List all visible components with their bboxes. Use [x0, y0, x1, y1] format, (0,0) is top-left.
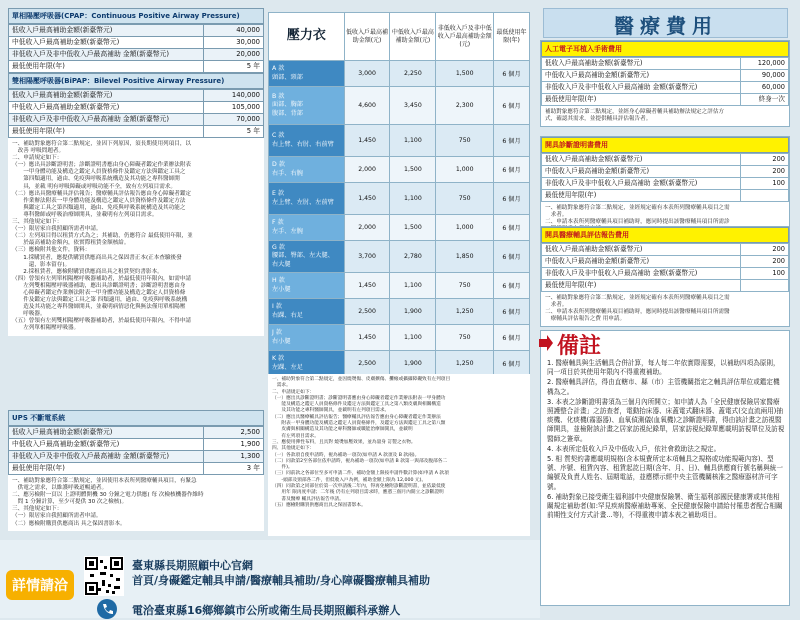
value-cell: 3,000 — [344, 61, 390, 87]
value-cell: 2,000 — [344, 215, 390, 241]
note-line: 一甲身體功能及構造之鑑定人員資格條件及鑑定方法與鑑定工具之 — [12, 169, 186, 176]
value-cell: 1,450 — [344, 325, 390, 351]
value-cell: 2,300 — [436, 87, 494, 125]
table-row: 非低收入戶及非中低收入戶最高補助 金額(新臺幣元) 100 — [542, 178, 789, 190]
value-cell: 1,100 — [390, 325, 436, 351]
note-line: 專科醫師或呼吸治療師開具，並載明有左列項目需求。 — [12, 211, 158, 218]
value-cell: 6 個月 — [494, 87, 530, 125]
value-cell: 1,000 — [436, 215, 494, 241]
phone-text: 電洽臺東縣16鄉鄉鎮市公所或衛生局長期照顧科承辦人 — [132, 604, 401, 617]
note-line: 改善 呼吸問題者。 — [12, 148, 65, 155]
note-line: 療輔具評估報告之費 用申請。 — [545, 316, 626, 323]
cochlear-notes — [541, 106, 789, 126]
assessment-fee-table — [541, 243, 789, 292]
value-cell: 6 個月 — [494, 299, 530, 325]
value-cell: 2,500 — [344, 351, 390, 377]
ups-section — [8, 410, 264, 531]
note-line: 供電之需求，以維護呼吸道暢通者。 — [12, 485, 108, 492]
medical-fee-title: 醫療費用 — [614, 14, 718, 38]
ups-notes — [8, 475, 264, 531]
table-row: 非低收入戶及非中低收入戶最高補助 金額(新臺幣元) 1,300 — [9, 451, 264, 463]
col-header: 低收入戶最高補助金額(元) — [344, 13, 390, 61]
table-row: 中低收入戶最高補助金額(新臺幣元) 200 — [542, 256, 789, 268]
diagnosis-fee-section — [540, 136, 790, 237]
cpap-title: 單相陽壓呼吸器(CPAP：Continuous Positive Airway Pressure) — [8, 8, 264, 24]
table-row — [269, 299, 530, 325]
note-line: 件)。 — [272, 465, 293, 471]
remarks-title: 備註 — [557, 333, 602, 359]
phone-icon — [96, 598, 118, 620]
note-line: （三）應檢附其他文件，資料： — [12, 247, 91, 254]
table-row: 低收入戶最高補助金額(新臺幣元) 200 — [542, 154, 789, 166]
bipap-title: 雙相陽壓呼吸器(BiPAP：Bilevel Positive Airway Pressure) — [8, 73, 264, 89]
diagnosis-fee-title: 開具診斷證明書費用 — [541, 137, 789, 153]
table-row: 低收入戶最高補助金額(新臺幣元) 120,000 — [542, 58, 789, 70]
note-line: 三、其他規定如下： — [12, 219, 63, 226]
value-cell: 1,000 — [436, 157, 494, 183]
col-header: 中低收入戶最高補助金額(元) — [390, 13, 436, 61]
table-row: 最低使用年限(年) — [542, 280, 789, 292]
ups-title: UPS 不斷電系統 — [8, 410, 264, 426]
garment-type-cell: A 款 頭部、頸部 — [269, 61, 345, 87]
contact-label: 詳情請洽 — [6, 570, 74, 600]
note-line: （四）同款第之同部位於第一次申請後二年內，得再免檢附診斷證明書，並依最低使 — [272, 484, 446, 490]
cpap-section — [8, 8, 264, 336]
value-cell: 1,250 — [436, 299, 494, 325]
value-cell: 2,250 — [390, 61, 436, 87]
value-cell: 750 — [436, 273, 494, 299]
note-line: （二）左列項目得以租賃方式為之；其補助，仍應符合 最低使用年限，並 — [12, 233, 193, 240]
value-cell: 6 個月 — [494, 273, 530, 299]
value-cell: 6 個月 — [494, 241, 530, 273]
pointer-arrow-icon — [539, 335, 553, 351]
table-row: 最低使用年限(年) 5 年 — [9, 61, 264, 73]
note-line: 6. 補助對象已接受衛生福利部中央健康保險署、衛生福利部國民健康署或其他相關規定補助者(如:罕見疾病醫療補助專案、全民健康保險申請給付罹患者配合相關前期性支付方式計畫...等)，不得重複申請本表之補助項目。 — [547, 492, 783, 520]
note-line: （一）應出具診斷證明書；診斷證明書應由身心障礙者鑑定作業辦法附表 — [12, 162, 192, 169]
assessment-fee-title: 開具醫療輔具評估報告費用 — [541, 227, 789, 243]
org-name: 臺東縣長期照顧中心官網 — [132, 559, 253, 572]
note-line: 一、補助對象應符合第二點規定，並經規定確有本表所列醫療輔具項目之需 — [545, 205, 730, 211]
note-line: 還，影本留存)。 — [12, 261, 71, 268]
note-line: （四）曾領有左列單相陽壓呼吸器補助者，於最低使用年限內，如需申請 — [12, 275, 192, 282]
note-line: （二）同款第2至各部位依申請時，視為補助一項次(如申請 B 款第一與部及腹部各二 — [272, 458, 448, 464]
qr-code-icon — [84, 556, 124, 596]
table-row — [269, 273, 530, 299]
cochlear-section — [540, 40, 790, 127]
ups-table — [8, 426, 264, 475]
note-line: 附表一甲身體功能及構造之鑑定人員資格條件，及鑑定方法與鑑定工具之第八類 — [272, 421, 446, 427]
value-cell: 2,500 — [344, 299, 390, 325]
note-line: 與鑑定工具之第四類適用，過由、免疫與呼吸系統構造及其功能之 — [12, 204, 186, 211]
note-line: 補助對象應符合第二點規定，並經身心障礙者輔具補助辦法規定之評估方 — [545, 109, 725, 115]
value-cell: 1,450 — [344, 125, 390, 157]
value-cell: 6 個月 — [494, 183, 530, 215]
remarks-box — [540, 330, 790, 606]
note-line: 左列雙相陽壓呼吸器補助，應出具診斷證明書；診斷證明書應由身 — [12, 282, 186, 289]
table-row — [269, 325, 530, 351]
note-line: 二、申請規定如下： — [272, 389, 315, 395]
garment-type-cell: E 款 左上臂、左肘、左前臂 — [269, 183, 345, 215]
table-row: 中低收入戶最高補助金額(新臺幣元) 90,000 — [542, 70, 789, 82]
value-cell: 2,780 — [390, 241, 436, 273]
table-row: 最低使用年限(年) — [542, 190, 789, 202]
table-row: 最低使用年限(年) 終身一次 — [542, 94, 789, 106]
note-line: 二、申請規定如下： — [12, 155, 63, 162]
garment-type-cell: C 款 右上臂、右肘、右前臂 — [269, 125, 345, 157]
note-line: 一、補助對象符合第二點規定，並因燒燙傷、皮膚擴傷、攤瘢或攝攝障礙致有左列項目 — [272, 377, 451, 382]
cochlear-table — [541, 57, 789, 106]
note-line: 二、申請本表所列醫療輔具項目補助時，應同時提出該醫療輔具項目所需診 — [545, 219, 730, 226]
garment-type-cell: G 款 腰部、臀部、左大腿、 右大腿 — [269, 241, 345, 273]
note-line: 皮膚與相關構造及其功能之專科醫師或職能治療師開具，並載明 — [272, 427, 413, 433]
garment-type-cell: I 款 右踝、右足 — [269, 299, 345, 325]
note-line: （二）應出具醫療輔具評估報告；醫療輔具評估報告應由身心障礙者鑑定作業辦法 — [272, 414, 441, 420]
col-header: 非低收入戶及非中低收入戶最高補助金額(元) — [436, 13, 494, 61]
note-line: 三、其他規定如下： — [12, 506, 63, 513]
note-line: 二、應另檢附一頁以 上證明體開機 30 分鐘之電力供應( 每 次檢核機器作維時 — [12, 492, 204, 499]
note-line: （二）應出具醫療輔具評估報告；醫療輔具評估報告應由身心障礙者鑑定 — [12, 190, 192, 197]
table-row: 非低收入戶及非中低收入戶最高補助 金額(新臺幣元) 60,000 — [542, 82, 789, 94]
value-cell: 1,500 — [390, 157, 436, 183]
table-row: 非低收入戶及非中低收入戶最高補助 金額(新臺幣元) 100 — [542, 268, 789, 280]
table-row: 中低收入戶最高補助金額(新臺幣元) 1,900 — [9, 439, 264, 451]
table-row — [269, 87, 530, 125]
table-row: 中低收入戶最高補助金額(新臺幣元) 30,000 — [9, 37, 264, 49]
assessment-fee-notes — [541, 292, 789, 326]
note-line: 三、應使用彈性布料，且具對 燒燙加壓效果，並為量身 訂製之衣物。 — [272, 439, 416, 445]
value-cell: 1,450 — [344, 273, 390, 299]
table-row: 低收入戶最高補助金額(新臺幣元) 40,000 — [9, 25, 264, 37]
note-line: 2. 醫療輔具評估，得由直轄市、縣（市）主管機關指定之輔具評估單位或鑑定機構為之。 — [547, 378, 780, 396]
garment-type-cell: D 款 右手、右腕 — [269, 157, 345, 183]
note-line: （一）限居家自我照顧所需者申請。 — [12, 513, 102, 520]
note-line: 4. 本表所定低收入戶及中低收入戶，依社會救助法之規定。 — [547, 444, 721, 453]
value-cell: 2,000 — [344, 157, 390, 183]
value-cell: 750 — [436, 183, 494, 215]
note-line: （一）限居家自我照顧所需者申請。 — [12, 226, 102, 233]
value-cell: 1,900 — [390, 299, 436, 325]
note-line: 有左列項目需求。 — [272, 433, 319, 439]
note-line: 2.採租賃者，應檢附購買供應商出具之租賃契約書影本。 — [12, 268, 163, 275]
table-row — [269, 215, 530, 241]
value-cell: 6 個月 — [494, 61, 530, 87]
value-cell: 6 個月 — [494, 351, 530, 377]
table-row: 中低收入戶最高補助金額(新臺幣元) 200 — [542, 166, 789, 178]
table-row — [269, 351, 530, 377]
note-line: 造及其功能之專科醫師開具，並載明病情惡化與無法僅用單相陽壓 — [12, 304, 186, 311]
remarks-list — [547, 359, 785, 521]
note-line: 於最高補助金額內，依實際租賃金額核給。 — [12, 240, 130, 247]
note-line: 需求。 — [272, 383, 291, 389]
garment-type-cell: J 款 右小腿 — [269, 325, 345, 351]
value-cell: 750 — [436, 325, 494, 351]
diagnosis-fee-table — [541, 153, 789, 202]
value-cell: 1,850 — [436, 241, 494, 273]
value-cell: 750 — [436, 125, 494, 157]
web-path: 首頁/身礙鑑定輔具申請/醫療輔具補助/身心障礙醫療輔具補助 — [132, 574, 431, 587]
note-line: 用年 限再度申請；二年後 仍有左列項目需求時，應憑三個月內開立之診斷證明 — [272, 490, 444, 496]
value-cell: 1,500 — [436, 61, 494, 87]
value-cell: 1,100 — [390, 273, 436, 299]
table-row — [269, 241, 530, 273]
value-cell: 3,450 — [390, 87, 436, 125]
table-row: 最低使用年限(年) 3 年 — [9, 463, 264, 475]
col-header: 最低使用年限(年) — [494, 13, 530, 61]
table-row — [269, 157, 530, 183]
value-cell: 1,250 — [436, 351, 494, 377]
note-line: 一、補助對象應符合第二點規定，並因下列原因，須長期使用列項目，以 — [12, 141, 192, 147]
note-line: 二、申請本表所列醫療輔具項目補助時，應同時提出該醫療輔具項目所需醫 — [545, 309, 730, 316]
note-line: （一）應出具診斷證明書；診斷證明書應由身心障礙者鑑定作業辦法附表一甲身體功 — [272, 395, 446, 401]
pressure-notes — [268, 374, 530, 512]
assessment-fee-section — [540, 226, 790, 327]
value-cell: 1,900 — [390, 351, 436, 377]
value-cell: 6 個月 — [494, 157, 530, 183]
note-line: （五）應檢附購買供應商出具之保固書影本。 — [272, 502, 366, 508]
note-line: 式，確認其需求，並提供輔具評估報告者。 — [545, 116, 652, 123]
cpap-table — [8, 24, 264, 73]
note-line: 作業辦法附表一甲身體功能及構造之鑑定人員資格條件及鑑定方法 — [12, 197, 186, 204]
note-line: 1.採購買者，應提供購買供應商出具之保固書正本(正本查驗後發 — [12, 254, 182, 261]
table-row: 非低收入戶及非中低收入戶最高補助 金額(新臺幣元) 70,000 — [9, 114, 264, 126]
table-row: 最低使用年限(年) 5 年 — [9, 126, 264, 138]
value-cell: 6 個月 — [494, 215, 530, 241]
note-line: 第四類適用，過由、免疫與呼吸系統構造及其功能之專科醫師開 — [12, 176, 180, 183]
value-cell: 6 個月 — [494, 325, 530, 351]
note-line: 及其功能之專科醫師開具，並載明有左列項目需求。 — [272, 408, 390, 414]
value-cell: 3,700 — [344, 241, 390, 273]
note-line: （一）各款項自使申請時，視為補助一項次(如申請 A 款須及 B 款兩)。 — [272, 452, 420, 458]
note-line: 件及鑑定方法與鑑定工具之第 四類適用，過由、免疫與呼吸系統構 — [12, 297, 188, 304]
note-line: 求者。 — [545, 302, 568, 309]
note-line: 左列單相陽壓呼吸器。 — [12, 325, 80, 332]
note-line: 具，並載 明有呼吸障礙或呼吸功能不全，致有左列項目需求。 — [12, 183, 176, 190]
note-line: 5. 相 質契約書應載明規格(含本規費所定本項輔具之規格或功能規範內容)、型號、序號、租賃內容、租賃起訖日期(含年、月、日)、輔具供應商行號名稱與統一編號及負責人姓名、屆期電話，並應標示經中央主管機關核准之醫療器材許可字號。 — [547, 455, 783, 491]
note-line: 1. 醫療輔具與生活輔具合併計算，每人每二年依實際需要，以補助四項為原則，同一項目於其使用年限內不得重複補助。 — [547, 359, 780, 377]
table-row — [269, 125, 530, 157]
value-cell: 1,450 — [344, 183, 390, 215]
cochlear-title: 人工電子耳植入手術費用 — [541, 41, 789, 57]
garment-type-cell: H 款 左小腿 — [269, 273, 345, 299]
note-line: 呼吸器。 — [12, 311, 46, 318]
note-line: 四、其他規定如下： — [272, 446, 315, 452]
note-line: 求者。 — [545, 212, 568, 219]
note-line: 一、補助對象應符合第二點規定，並因使用本表所列醫療輔具項目，有緊急 — [12, 478, 197, 484]
value-cell: 1,100 — [390, 125, 436, 157]
table-row — [269, 61, 530, 87]
note-line: -頭部及頸部各二件，但低收入戶為例，補助金額上限為 12,000 元)。 — [272, 477, 427, 483]
table-row: 低收入戶最高補助金額(新臺幣元) 200 — [542, 244, 789, 256]
value-cell: 1,500 — [390, 215, 436, 241]
note-line: （五）曾領有左列雙相陽壓呼吸器補助者，於最低使用年限內，不得申請 — [12, 318, 192, 325]
pressure-title-cell: 壓力衣 — [269, 13, 345, 61]
table-row: 非低收入戶及非中低收入戶最高補助 金額(新臺幣元) 20,000 — [9, 49, 264, 61]
note-line: （二）應檢附購買供應商出 具之保固書影本。 — [12, 520, 126, 527]
garment-type-cell: B 款 面部、胸部 腹部、背部 — [269, 87, 345, 125]
note-line: 書及醫療 輔具評估報告申請。 — [272, 496, 344, 502]
note-line: 問 1 分鐘計算，至少可提供 30 次之檢核)。 — [12, 499, 128, 506]
contact-footer — [0, 540, 540, 618]
table-row: 低收入戶最高補助金額(新臺幣元) 140,000 — [9, 90, 264, 102]
pressure-garment-table — [268, 12, 530, 377]
garment-type-cell: F 款 左手、左腕 — [269, 215, 345, 241]
value-cell: 1,100 — [390, 183, 436, 215]
note-line: 一、補助對象應符合第二點規定，並經規定確有本表所列醫療輔具項目之需 — [545, 295, 730, 301]
table-row: 低收入戶最高補助金額(新臺幣元) 2,500 — [9, 427, 264, 439]
table-row — [269, 183, 530, 215]
bipap-table — [8, 89, 264, 138]
pressure-notes-box — [268, 374, 530, 536]
note-line: （三）同前款之各部位至多可申請二件，補助金額上限按申請件數計算(如申請 A 款項 — [272, 471, 449, 477]
note-line: 能及構造之鑑定人員資格條件及鑑定方法與鑑定工具之第八類皮膚與相關構造 — [272, 402, 441, 408]
ventilator-notes — [8, 138, 264, 336]
value-cell: 4,600 — [344, 87, 390, 125]
note-line: 3. 本表之診斷證明書須為三個月內所開立；如申請人為「全民健康保險居家醫療照護整合計畫」之訪查者，電動抬床器、床蓋電式翻床器、蓋電式(交直流兩用)抽痰機、化痰機(霧器器)、血氧偵測儀(血氧機)之診斷證明書，得由該計畫之訪視醫師開具，並檢附該計畫之居家訪視紀錄單，居家訪視紀錄單應載明訪視單位及訪視醫師之簽章。 — [547, 397, 785, 443]
note-line: 心障礙者鑑定作業辦法附表一甲身體功能及構造之鑑定人員資格條 — [12, 289, 186, 296]
table-row: 中低收入戶最高補助金額(新臺幣元) 105,000 — [9, 102, 264, 114]
value-cell: 6 個月 — [494, 125, 530, 157]
medical-fee-banner — [543, 8, 788, 38]
garment-type-cell: K 款 左踝、左足 — [269, 351, 345, 377]
